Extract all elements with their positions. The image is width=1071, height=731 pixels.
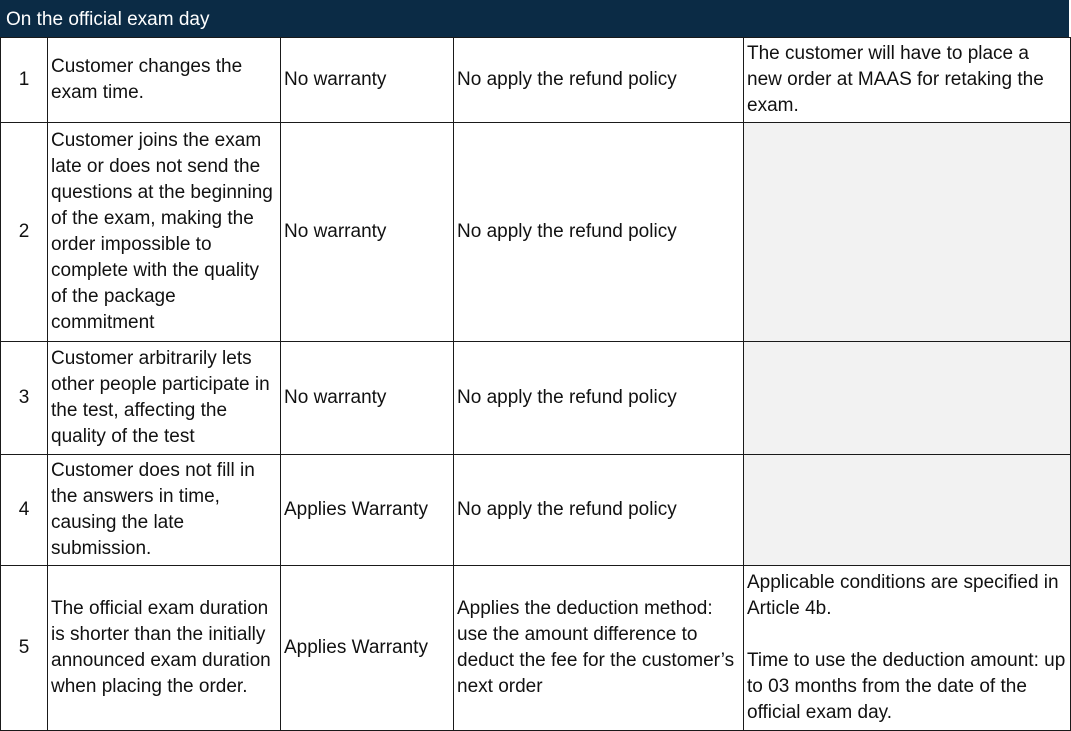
note-cell: [744, 342, 1071, 455]
warranty-cell: No warranty: [281, 123, 454, 342]
refund-cell: No apply the refund policy: [454, 38, 744, 123]
table-row: [1, 566, 1071, 731]
section-header: On the official exam day: [0, 0, 1069, 37]
table-row: [1, 342, 1071, 455]
note-cell: Applicable conditions are specified in Article 4b. Time to use the deduction amount: up to 03 months from the date of the official exam day.: [744, 566, 1071, 731]
situation-cell: Customer arbitrarily lets other people participate in the test, affecting the quality of the test: [48, 342, 281, 455]
warranty-cell: Applies Warranty: [281, 455, 454, 566]
refund-cell: No apply the refund policy: [454, 342, 744, 455]
situation-cell: Customer does not fill in the answers in time, causing the late submission.: [48, 455, 281, 566]
note-cell: [744, 455, 1071, 566]
row-number-cell: 1: [1, 38, 48, 123]
refund-cell: Applies the deduction method: use the amount difference to deduct the fee for the customer’s next order: [454, 566, 744, 731]
table-row: [1, 38, 1071, 123]
row-number-cell: 3: [1, 342, 48, 455]
note-cell: The customer will have to place a new order at MAAS for retaking the exam.: [744, 38, 1071, 123]
table-row: [1, 123, 1071, 342]
warranty-cell: Applies Warranty: [281, 566, 454, 731]
situation-cell: Customer changes the exam time.: [48, 38, 281, 123]
row-number-cell: 2: [1, 123, 48, 342]
note-cell: [744, 123, 1071, 342]
refund-cell: No apply the refund policy: [454, 455, 744, 566]
refund-cell: No apply the refund policy: [454, 123, 744, 342]
table-row: [1, 455, 1071, 566]
warranty-cell: No warranty: [281, 342, 454, 455]
warranty-cell: No warranty: [281, 38, 454, 123]
row-number-cell: 5: [1, 566, 48, 731]
row-number-cell: 4: [1, 455, 48, 566]
policy-table: [0, 37, 1071, 731]
situation-cell: The official exam duration is shorter than the initially announced exam duration when placing the order.: [48, 566, 281, 731]
situation-cell: Customer joins the exam late or does not send the questions at the beginning of the exam, making the order impossible to complete with the quality of the package commitment: [48, 123, 281, 342]
